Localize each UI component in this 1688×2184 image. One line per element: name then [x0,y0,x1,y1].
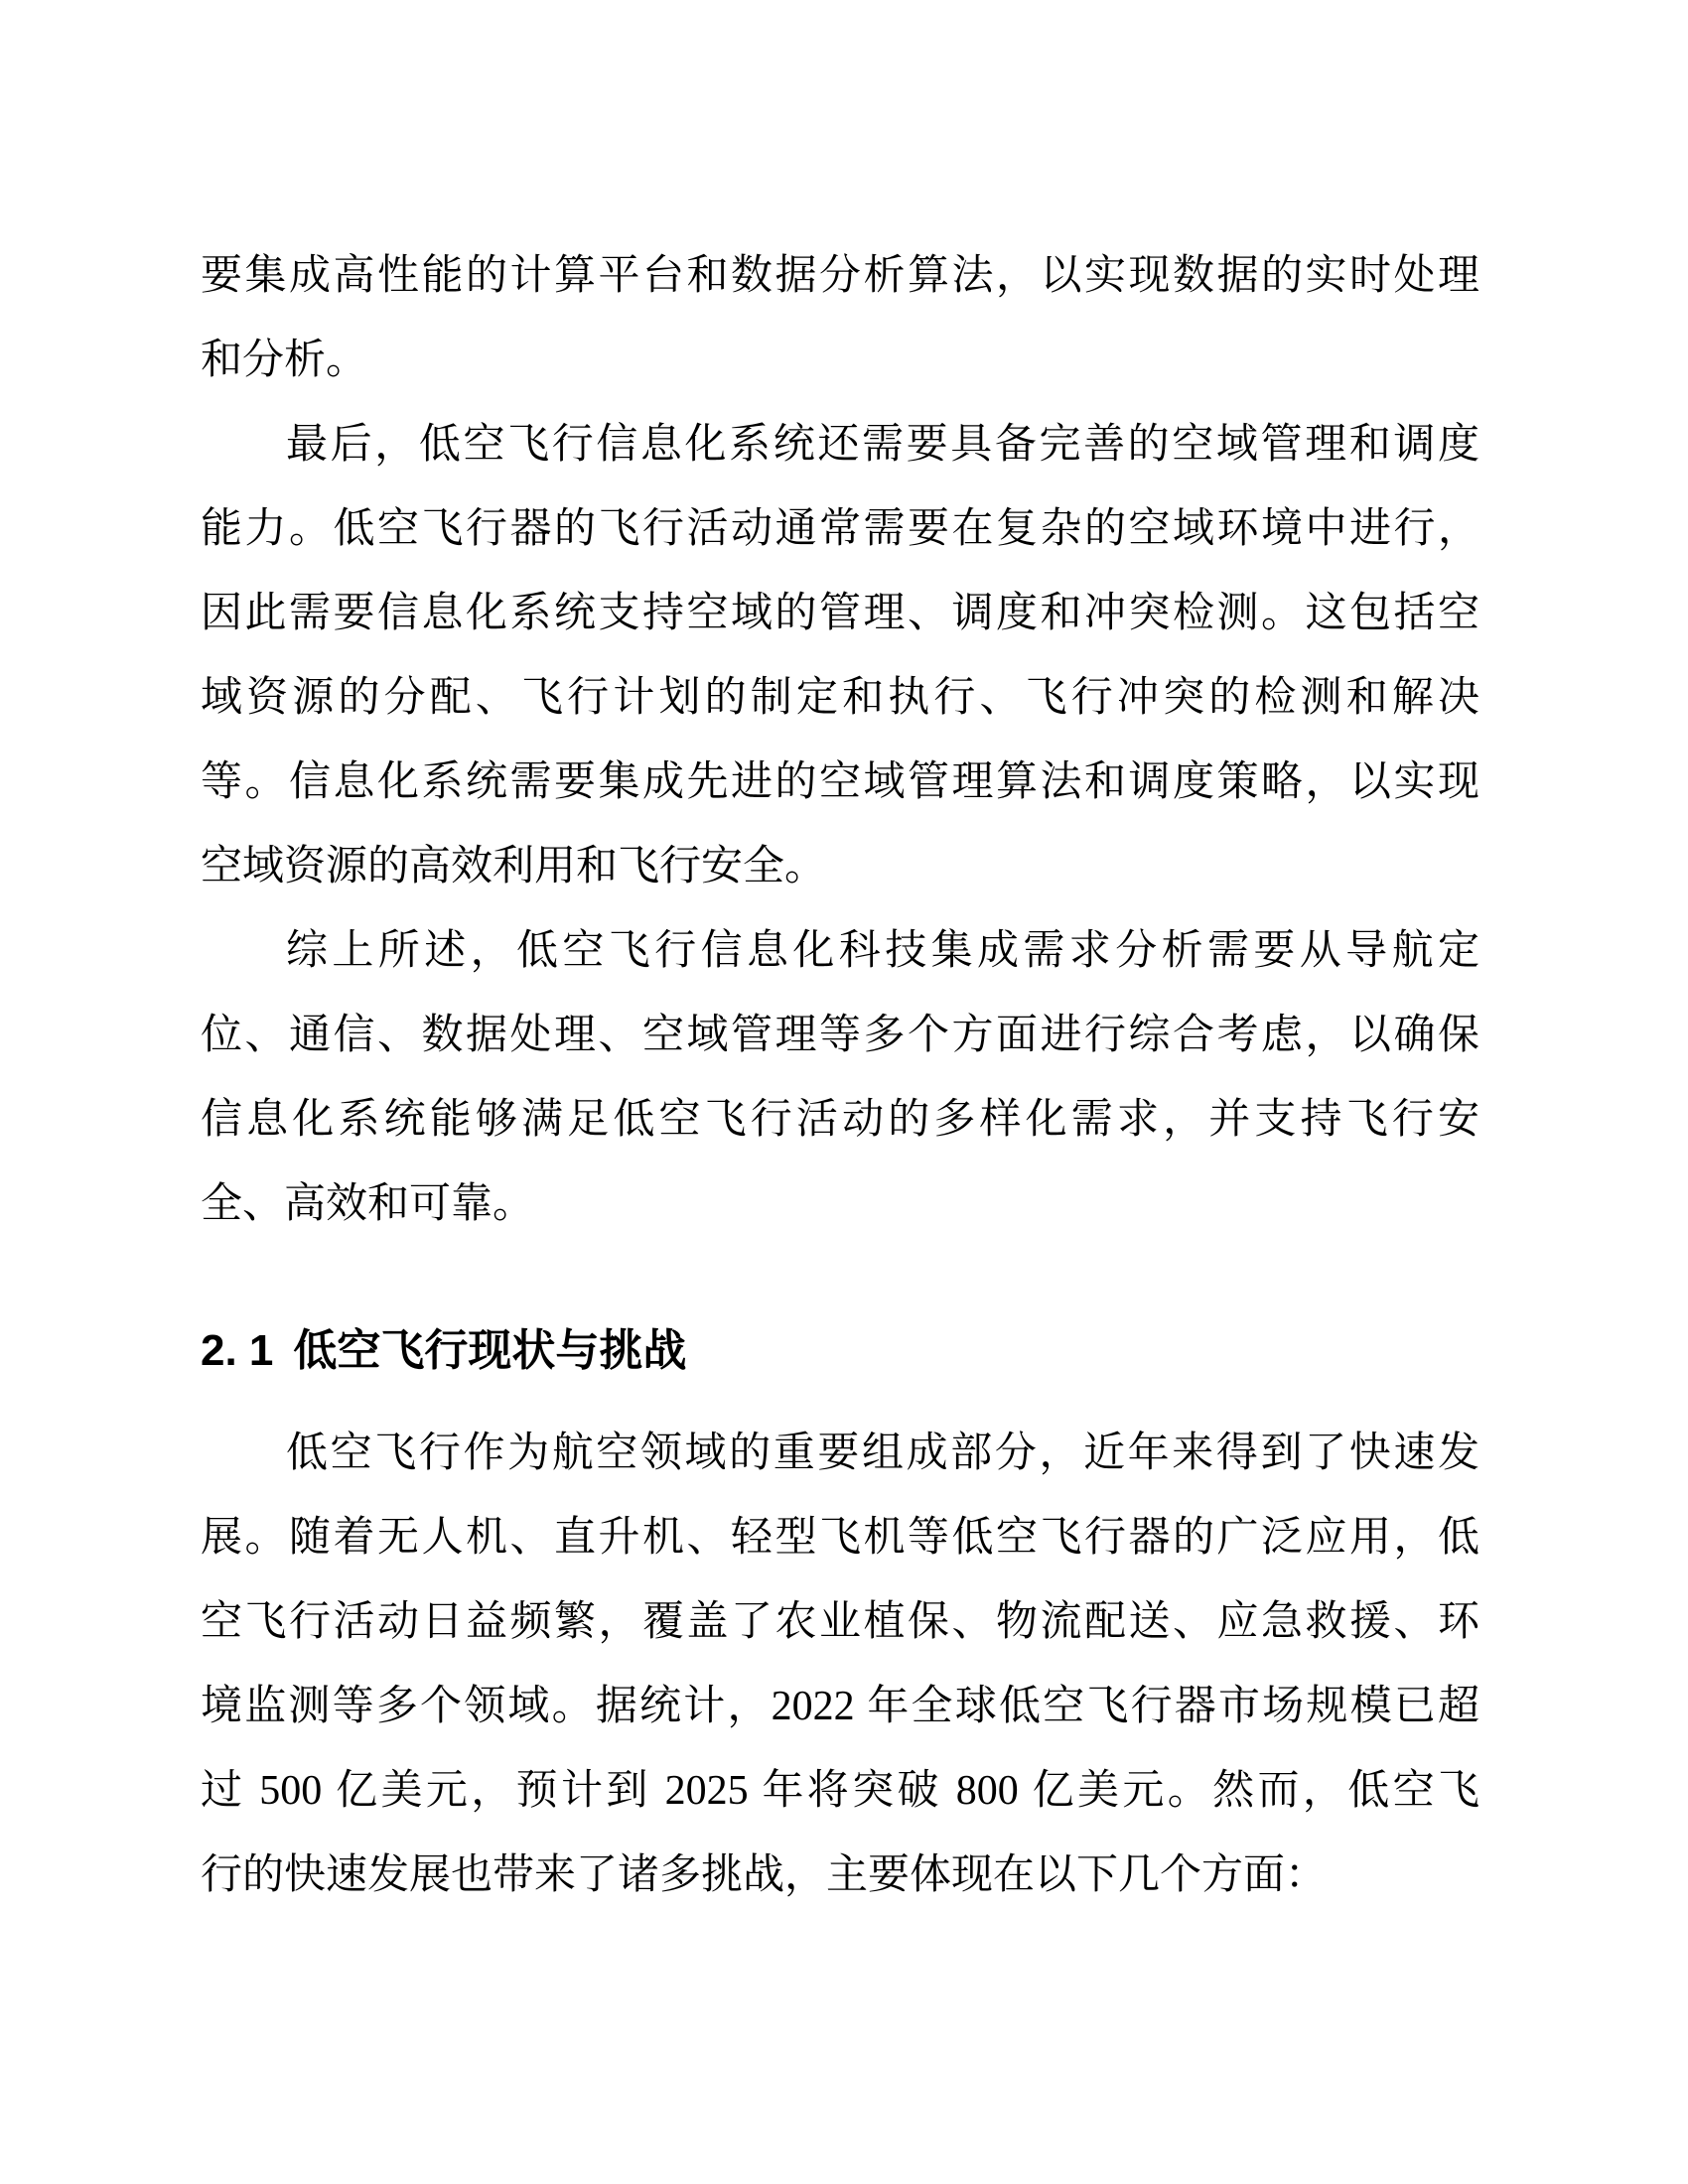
text-line: 信息化系统能够满足低空飞行活动的多样化需求，并支持飞行安 [201,1097,1479,1143]
text-line: 行的快速发展也带来了诸多挑战，主要体现在以下几个方面： [201,1852,1328,1898]
text-line: 域资源的分配、飞行计划的制定和执行、飞行冲突的检测和解决 [201,675,1479,721]
paragraph-block-top [201,234,1479,1247]
text-line: 低空飞行作为航空领域的重要组成部分，近年来得到了快速发 [286,1431,1479,1476]
text-line: 全、高效和可靠。 [201,1181,535,1227]
text-line: 空域资源的高效利用和飞行安全。 [201,844,827,889]
text-line: 要集成高性能的计算平台和数据分析算法，以实现数据的实时处理 [201,253,1479,299]
section-heading [201,1306,1479,1396]
section-heading-number: 2. 1 [201,1326,274,1375]
document-content [201,234,1479,1918]
paragraph-block-bottom [201,1412,1479,1918]
text-line: 境监测等多个领域。据统计，2022 年全球低空飞行器市场规模已超 [201,1684,1479,1729]
text-line: 能力。低空飞行器的飞行活动通常需要在复杂的空域环境中进行， [201,506,1479,552]
text-line: 展。随着无人机、直升机、轻型飞机等低空飞行器的广泛应用，低 [201,1515,1479,1561]
text-line: 最后，低空飞行信息化系统还需要具备完善的空域管理和调度 [286,422,1479,468]
text-line: 综上所述，低空飞行信息化科技集成需求分析需要从导航定 [286,928,1479,974]
text-line: 等。信息化系统需要集成先进的空域管理算法和调度策略，以实现 [201,759,1479,805]
text-line: 和分析。 [201,338,368,383]
text-line: 空飞行活动日益频繁，覆盖了农业植保、物流配送、应急救援、环 [201,1599,1479,1645]
text-line: 因此需要信息化系统支持空域的管理、调度和冲突检测。这包括空 [201,591,1479,636]
text-line: 过 500 亿美元，预计到 2025 年将突破 800 亿美元。然而，低空飞 [201,1768,1479,1814]
text-line: 位、通信、数据处理、空域管理等多个方面进行综合考虑，以确保 [201,1013,1479,1058]
section-heading-title: 低空飞行现状与挑战 [293,1326,687,1375]
